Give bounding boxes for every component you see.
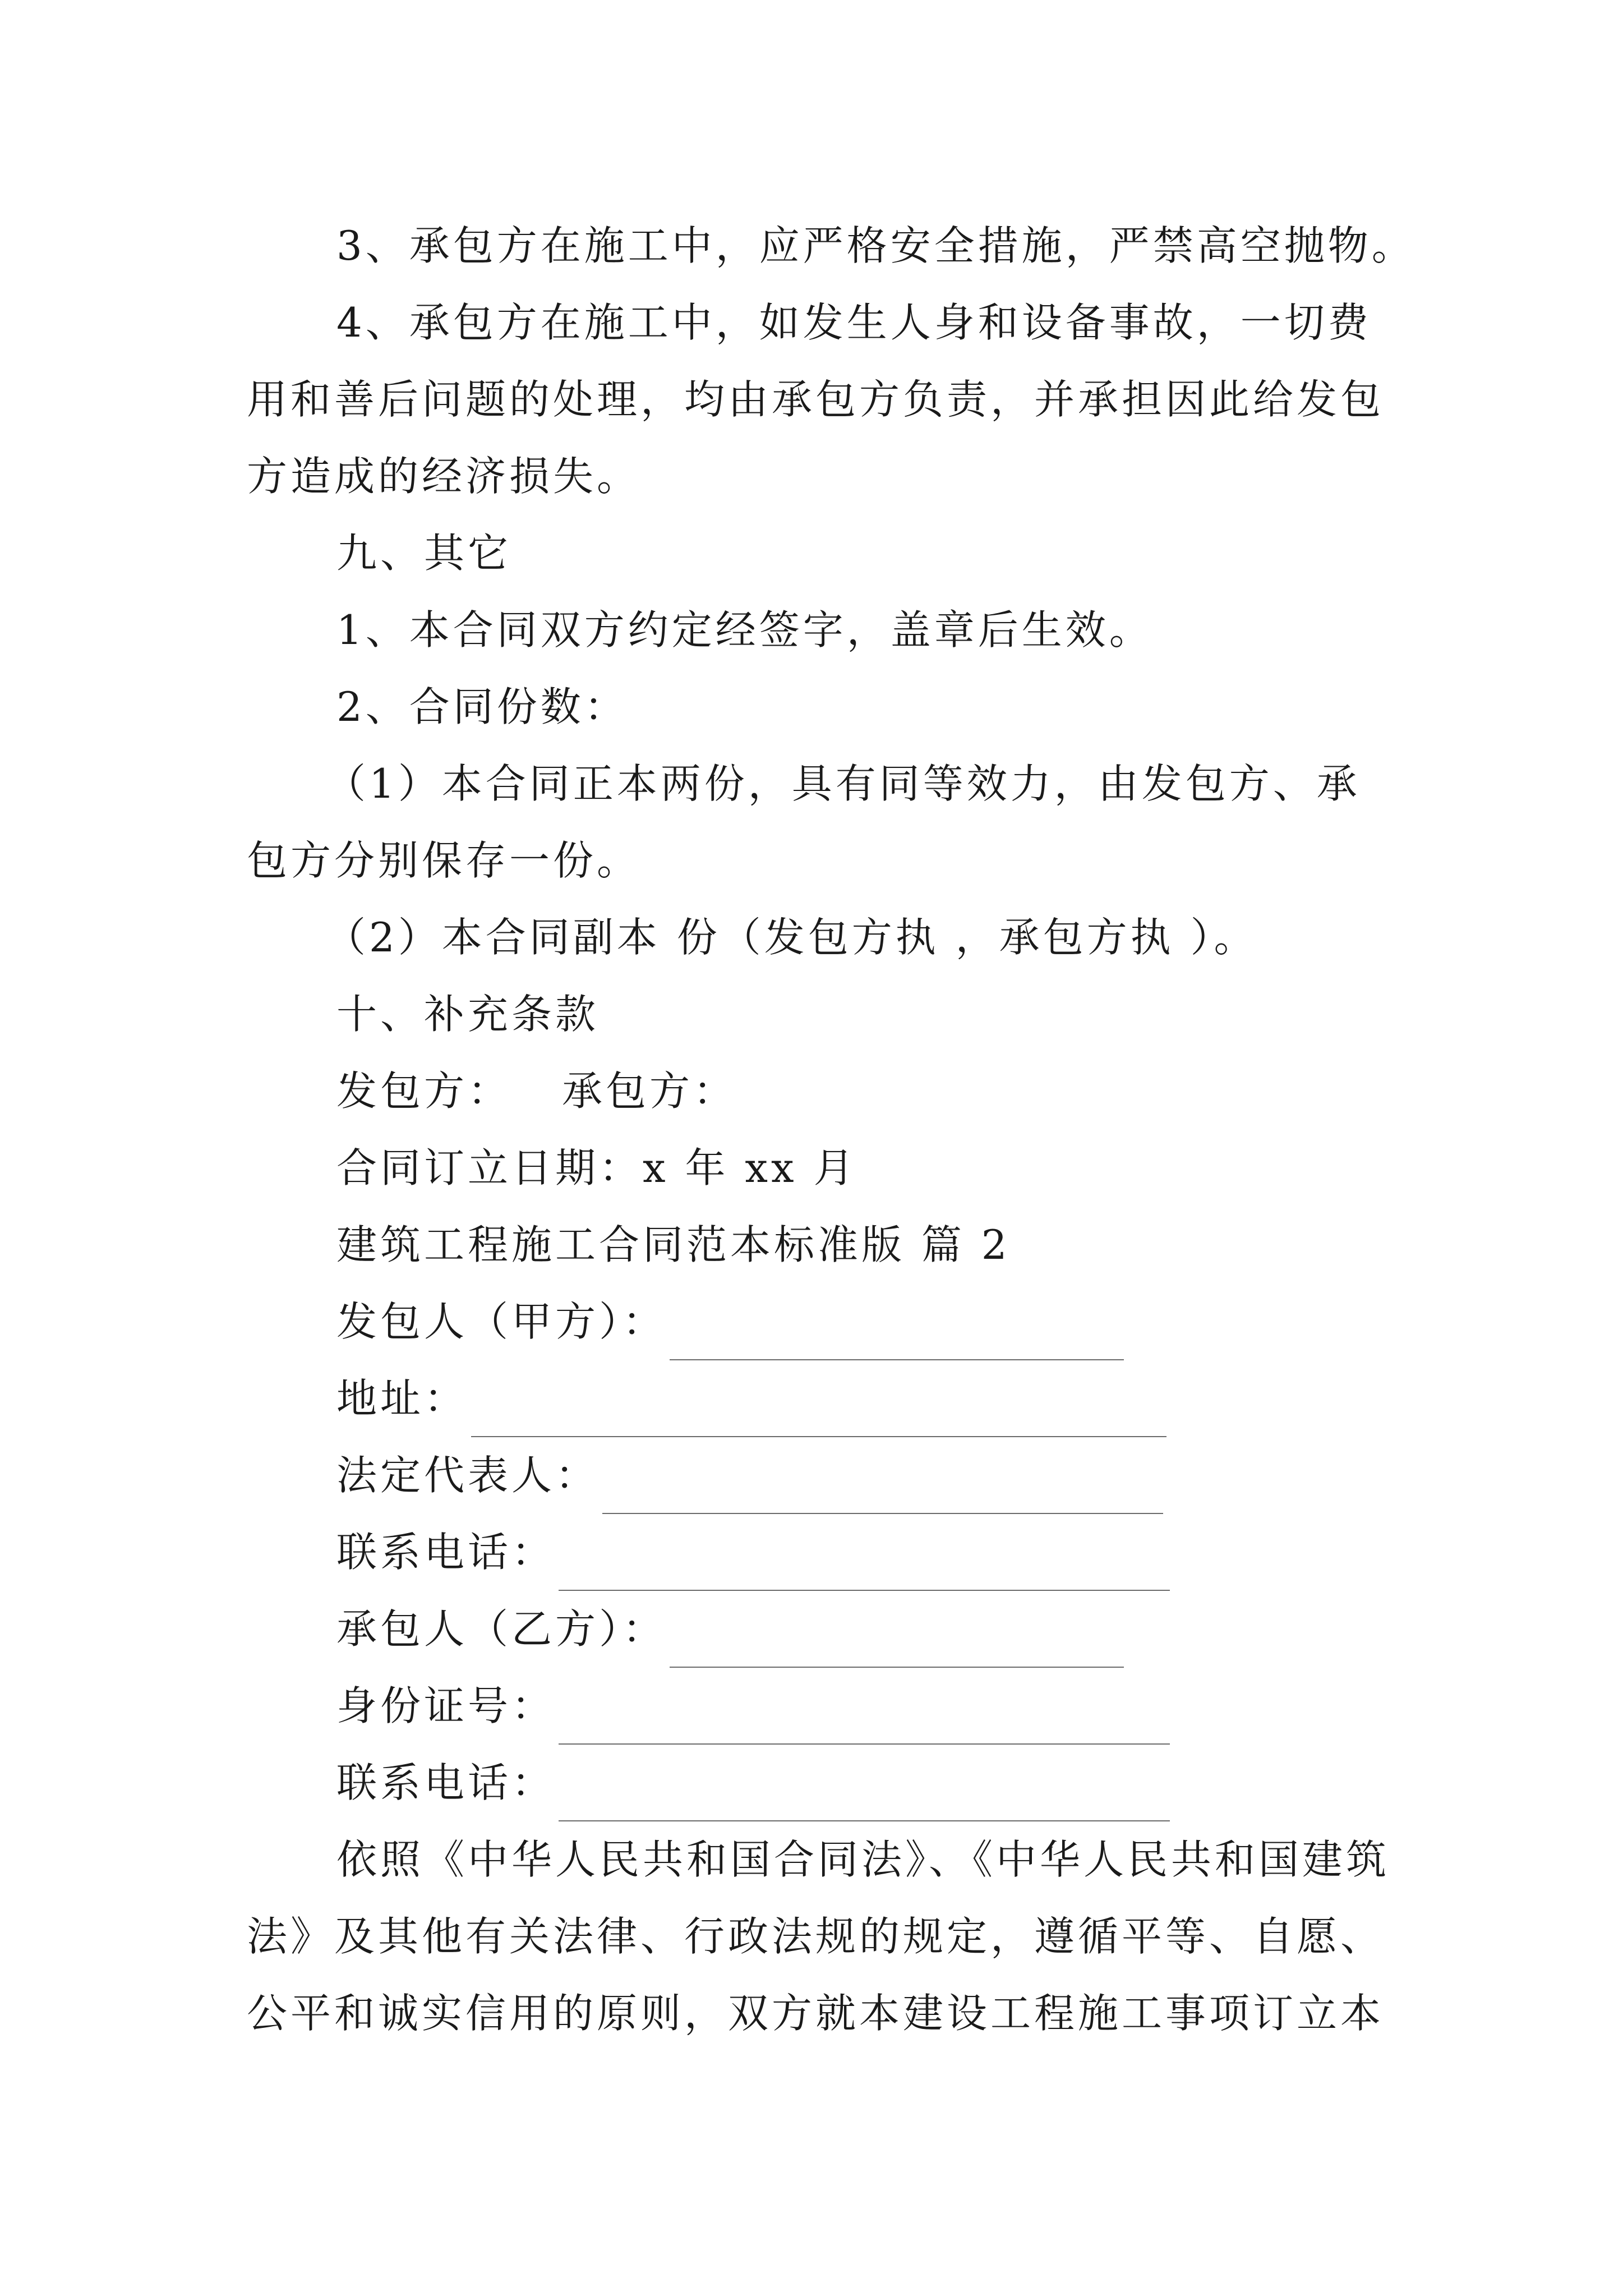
- id-number-blank[interactable]: [559, 1700, 1170, 1745]
- employer-label: 发包人（甲方）：: [336, 1298, 667, 1345]
- preamble-line-1: 依照《中华人民共和国合同法》、《中华人民共和国建筑: [336, 1836, 1390, 1883]
- preamble-line-3: 公平和诚实信用的原则，双方就本建设工程施工事项订立本: [247, 1990, 1385, 2037]
- legal-rep-blank[interactable]: [602, 1469, 1163, 1514]
- preamble-paragraph: [247, 1821, 1394, 2052]
- contractor-label: 承包人（乙方）：: [336, 1605, 667, 1653]
- contractor-blank[interactable]: [670, 1623, 1124, 1668]
- employer-signature-label: 发包方：: [336, 1068, 512, 1115]
- id-number-field: [247, 1668, 1394, 1745]
- clause-8-4: [247, 284, 1394, 515]
- contractor-phone-blank[interactable]: [559, 1777, 1170, 1821]
- employer-phone-blank[interactable]: [559, 1546, 1170, 1591]
- signature-parties: [247, 1053, 1394, 1130]
- employer-blank[interactable]: [670, 1315, 1124, 1360]
- section-heading-10: 十、补充条款: [336, 991, 600, 1038]
- clause-9-1: 1、本合同双方约定经签字，盖章后生效。: [336, 606, 1153, 654]
- clause-8-4-line-3: 方造成的经济损失。: [247, 453, 641, 500]
- preamble-line-2: 法》及其他有关法律、行政法规的规定，遵循平等、自愿、: [247, 1913, 1385, 1960]
- address-label: 地址：: [336, 1375, 468, 1422]
- clause-9-2-1-line-1: （1）本合同正本两份，具有同等效力，由发包方、承: [325, 760, 1361, 807]
- employer-field: [247, 1283, 1394, 1360]
- legal-rep-field: [247, 1437, 1394, 1514]
- legal-rep-label: 法定代表人：: [336, 1452, 600, 1499]
- id-number-label: 身份证号：: [336, 1682, 556, 1729]
- clause-9-2-1-line-2: 包方分别保存一份。: [247, 837, 641, 884]
- section-title-part-2: 建筑工程施工合同范本标准版 篇 2: [336, 1221, 1011, 1268]
- clause-9-2-1: [247, 746, 1394, 899]
- clause-8-4-line-2: 用和善后问题的处理，均由承包方负责，并承担因此给发包: [247, 376, 1385, 423]
- clause-8-4-line-1: 4、承包方在施工中，如发生人身和设备事故，一切费: [336, 299, 1372, 346]
- clause-9-2-2: （2）本合同副本 份（发包方执 ，承包方执 ）。: [325, 914, 1258, 961]
- contractor-signature-label: 承包方：: [562, 1068, 737, 1115]
- contractor-field: [247, 1591, 1394, 1668]
- contractor-phone-field: [247, 1745, 1394, 1821]
- contractor-phone-label: 联系电话：: [336, 1759, 556, 1806]
- section-heading-9: 九、其它: [336, 530, 512, 577]
- clause-9-2: 2、合同份数：: [336, 683, 628, 730]
- clause-8-3: 3、承包方在施工中，应严格安全措施，严禁高空抛物。: [336, 222, 1415, 269]
- employer-phone-field: [247, 1514, 1394, 1591]
- employer-phone-label: 联系电话：: [336, 1529, 556, 1576]
- contract-date: 合同订立日期：x 年 xx 月: [336, 1144, 857, 1191]
- address-field: [247, 1360, 1394, 1437]
- document-body: [247, 208, 1415, 2052]
- address-blank[interactable]: [471, 1392, 1166, 1437]
